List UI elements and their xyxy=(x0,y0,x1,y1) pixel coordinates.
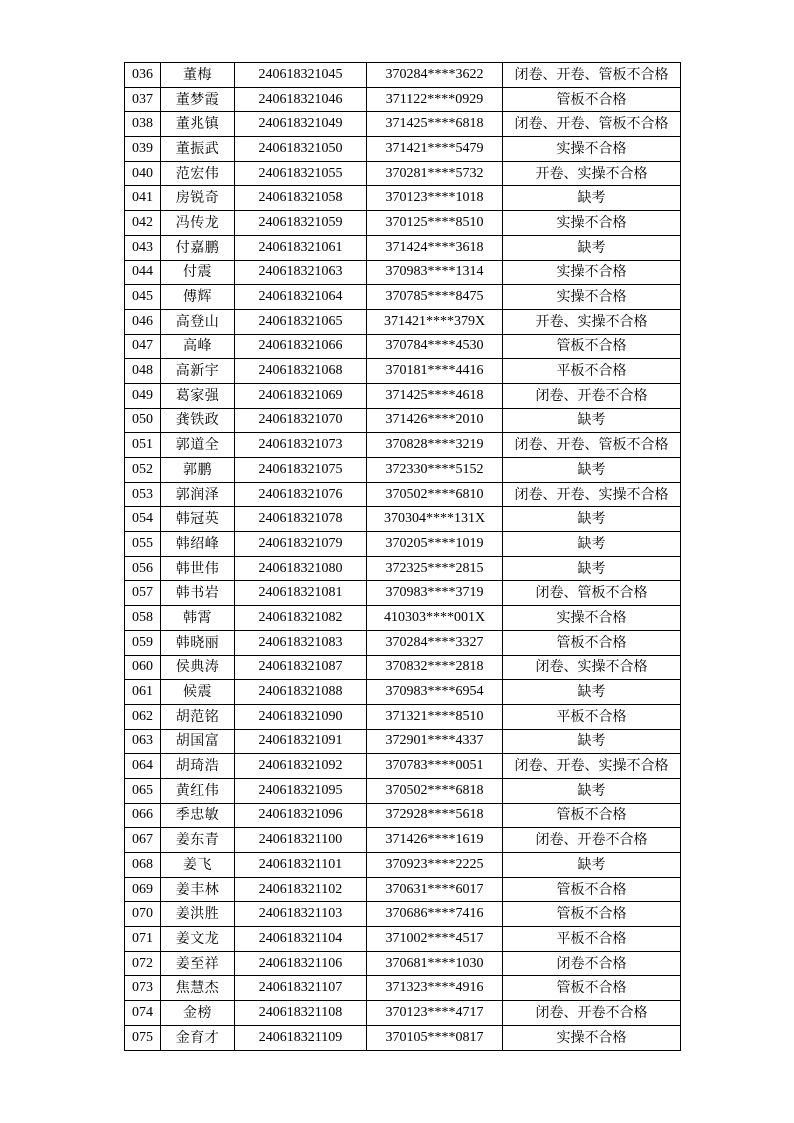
table-row xyxy=(125,235,681,260)
id-number-cell: 372901****4337 xyxy=(367,729,503,754)
result-cell: 缺考 xyxy=(503,778,681,803)
exam-number-cell: 240618321080 xyxy=(235,556,367,581)
result-cell: 缺考 xyxy=(503,186,681,211)
name-cell: 胡国富 xyxy=(161,729,235,754)
table-row xyxy=(125,828,681,853)
sequence-cell: 057 xyxy=(125,581,161,606)
id-number-cell: 370784****4530 xyxy=(367,334,503,359)
table-row xyxy=(125,507,681,532)
table-row xyxy=(125,383,681,408)
table-row xyxy=(125,137,681,162)
id-number-cell: 371323****4916 xyxy=(367,976,503,1001)
exam-number-cell: 240618321073 xyxy=(235,433,367,458)
sequence-cell: 056 xyxy=(125,556,161,581)
result-cell: 平板不合格 xyxy=(503,359,681,384)
result-cell: 缺考 xyxy=(503,408,681,433)
exam-number-cell: 240618321065 xyxy=(235,309,367,334)
sequence-cell: 041 xyxy=(125,186,161,211)
table-row xyxy=(125,408,681,433)
result-cell: 管板不合格 xyxy=(503,334,681,359)
exam-number-cell: 240618321104 xyxy=(235,927,367,952)
name-cell: 范宏伟 xyxy=(161,161,235,186)
id-number-cell: 370181****4416 xyxy=(367,359,503,384)
id-number-cell: 371425****4618 xyxy=(367,383,503,408)
name-cell: 金榜 xyxy=(161,1001,235,1026)
result-cell: 实操不合格 xyxy=(503,606,681,631)
id-number-cell: 370686****7416 xyxy=(367,902,503,927)
result-cell: 缺考 xyxy=(503,235,681,260)
name-cell: 姜东青 xyxy=(161,828,235,853)
id-number-cell: 372325****2815 xyxy=(367,556,503,581)
table-row xyxy=(125,309,681,334)
table-row xyxy=(125,285,681,310)
result-cell: 闭卷、开卷、管板不合格 xyxy=(503,112,681,137)
name-cell: 侯典涛 xyxy=(161,655,235,680)
exam-number-cell: 240618321061 xyxy=(235,235,367,260)
exam-number-cell: 240618321101 xyxy=(235,853,367,878)
sequence-cell: 053 xyxy=(125,482,161,507)
exam-number-cell: 240618321049 xyxy=(235,112,367,137)
sequence-cell: 067 xyxy=(125,828,161,853)
id-number-cell: 371426****2010 xyxy=(367,408,503,433)
result-cell: 开卷、实操不合格 xyxy=(503,309,681,334)
name-cell: 韩霄 xyxy=(161,606,235,631)
id-number-cell: 371424****3618 xyxy=(367,235,503,260)
name-cell: 姜飞 xyxy=(161,853,235,878)
result-cell: 闭卷、开卷、实操不合格 xyxy=(503,754,681,779)
id-number-cell: 370105****0817 xyxy=(367,1025,503,1050)
result-cell: 闭卷、实操不合格 xyxy=(503,655,681,680)
id-number-cell: 371002****4517 xyxy=(367,927,503,952)
id-number-cell: 371421****379X xyxy=(367,309,503,334)
id-number-cell: 372928****5618 xyxy=(367,803,503,828)
exam-number-cell: 240618321107 xyxy=(235,976,367,1001)
id-number-cell: 371425****6818 xyxy=(367,112,503,137)
sequence-cell: 055 xyxy=(125,532,161,557)
result-cell: 缺考 xyxy=(503,507,681,532)
result-cell: 实操不合格 xyxy=(503,285,681,310)
name-cell: 高登山 xyxy=(161,309,235,334)
table-row xyxy=(125,729,681,754)
exam-number-cell: 240618321078 xyxy=(235,507,367,532)
name-cell: 付震 xyxy=(161,260,235,285)
name-cell: 韩绍峰 xyxy=(161,532,235,557)
result-cell: 缺考 xyxy=(503,556,681,581)
name-cell: 韩冠英 xyxy=(161,507,235,532)
exam-number-cell: 240618321045 xyxy=(235,63,367,88)
exam-number-cell: 240618321063 xyxy=(235,260,367,285)
table-row xyxy=(125,87,681,112)
result-cell: 平板不合格 xyxy=(503,704,681,729)
exam-number-cell: 240618321083 xyxy=(235,630,367,655)
table-row xyxy=(125,359,681,384)
exam-number-cell: 240618321081 xyxy=(235,581,367,606)
id-number-cell: 372330****5152 xyxy=(367,458,503,483)
exam-number-cell: 240618321070 xyxy=(235,408,367,433)
result-cell: 缺考 xyxy=(503,853,681,878)
sequence-cell: 058 xyxy=(125,606,161,631)
id-number-cell: 370681****1030 xyxy=(367,951,503,976)
name-cell: 郭鹏 xyxy=(161,458,235,483)
name-cell: 高峰 xyxy=(161,334,235,359)
sequence-cell: 050 xyxy=(125,408,161,433)
result-cell: 闭卷、开卷、管板不合格 xyxy=(503,433,681,458)
table-row xyxy=(125,778,681,803)
table-row xyxy=(125,902,681,927)
table-row xyxy=(125,186,681,211)
sequence-cell: 072 xyxy=(125,951,161,976)
name-cell: 韩世伟 xyxy=(161,556,235,581)
name-cell: 付嘉鹏 xyxy=(161,235,235,260)
name-cell: 黄红伟 xyxy=(161,778,235,803)
id-number-cell: 370502****6810 xyxy=(367,482,503,507)
result-cell: 管板不合格 xyxy=(503,630,681,655)
exam-number-cell: 240618321100 xyxy=(235,828,367,853)
name-cell: 胡琦浩 xyxy=(161,754,235,779)
sequence-cell: 062 xyxy=(125,704,161,729)
result-cell: 闭卷、开卷不合格 xyxy=(503,828,681,853)
id-number-cell: 370284****3622 xyxy=(367,63,503,88)
exam-number-cell: 240618321090 xyxy=(235,704,367,729)
table-row xyxy=(125,482,681,507)
exam-number-cell: 240618321096 xyxy=(235,803,367,828)
table-row xyxy=(125,655,681,680)
table-row xyxy=(125,927,681,952)
result-cell: 管板不合格 xyxy=(503,902,681,927)
id-number-cell: 371321****8510 xyxy=(367,704,503,729)
sequence-cell: 059 xyxy=(125,630,161,655)
name-cell: 董梅 xyxy=(161,63,235,88)
table-row xyxy=(125,433,681,458)
result-cell: 闭卷、开卷不合格 xyxy=(503,383,681,408)
table-row xyxy=(125,680,681,705)
exam-number-cell: 240618321059 xyxy=(235,211,367,236)
sequence-cell: 045 xyxy=(125,285,161,310)
sequence-cell: 039 xyxy=(125,137,161,162)
table-row xyxy=(125,853,681,878)
name-cell: 傅辉 xyxy=(161,285,235,310)
exam-number-cell: 240618321050 xyxy=(235,137,367,162)
result-cell: 缺考 xyxy=(503,680,681,705)
result-cell: 平板不合格 xyxy=(503,927,681,952)
sequence-cell: 043 xyxy=(125,235,161,260)
id-number-cell: 410303****001X xyxy=(367,606,503,631)
result-cell: 缺考 xyxy=(503,458,681,483)
id-number-cell: 370502****6818 xyxy=(367,778,503,803)
result-cell: 实操不合格 xyxy=(503,211,681,236)
result-cell: 开卷、实操不合格 xyxy=(503,161,681,186)
name-cell: 季忠敏 xyxy=(161,803,235,828)
id-number-cell: 370828****3219 xyxy=(367,433,503,458)
table-row xyxy=(125,1001,681,1026)
sequence-cell: 040 xyxy=(125,161,161,186)
sequence-cell: 049 xyxy=(125,383,161,408)
sequence-cell: 036 xyxy=(125,63,161,88)
results-table-body xyxy=(125,63,681,1051)
sequence-cell: 044 xyxy=(125,260,161,285)
exam-number-cell: 240618321103 xyxy=(235,902,367,927)
result-cell: 管板不合格 xyxy=(503,976,681,1001)
sequence-cell: 069 xyxy=(125,877,161,902)
id-number-cell: 370304****131X xyxy=(367,507,503,532)
name-cell: 龚铁政 xyxy=(161,408,235,433)
sequence-cell: 070 xyxy=(125,902,161,927)
result-cell: 缺考 xyxy=(503,532,681,557)
id-number-cell: 370281****5732 xyxy=(367,161,503,186)
exam-number-cell: 240618321088 xyxy=(235,680,367,705)
name-cell: 姜至祥 xyxy=(161,951,235,976)
name-cell: 姜丰林 xyxy=(161,877,235,902)
exam-number-cell: 240618321075 xyxy=(235,458,367,483)
exam-number-cell: 240618321079 xyxy=(235,532,367,557)
sequence-cell: 051 xyxy=(125,433,161,458)
exam-number-cell: 240618321106 xyxy=(235,951,367,976)
exam-number-cell: 240618321092 xyxy=(235,754,367,779)
id-number-cell: 370983****1314 xyxy=(367,260,503,285)
sequence-cell: 066 xyxy=(125,803,161,828)
name-cell: 焦慧杰 xyxy=(161,976,235,1001)
name-cell: 姜文龙 xyxy=(161,927,235,952)
exam-number-cell: 240618321064 xyxy=(235,285,367,310)
table-row xyxy=(125,211,681,236)
name-cell: 董兆镇 xyxy=(161,112,235,137)
table-row xyxy=(125,458,681,483)
sequence-cell: 073 xyxy=(125,976,161,1001)
name-cell: 韩晓丽 xyxy=(161,630,235,655)
result-cell: 闭卷、开卷不合格 xyxy=(503,1001,681,1026)
results-table xyxy=(124,62,681,1051)
name-cell: 胡范铭 xyxy=(161,704,235,729)
name-cell: 郭润泽 xyxy=(161,482,235,507)
sequence-cell: 075 xyxy=(125,1025,161,1050)
table-row xyxy=(125,630,681,655)
table-row xyxy=(125,877,681,902)
name-cell: 韩书岩 xyxy=(161,581,235,606)
sequence-cell: 071 xyxy=(125,927,161,952)
exam-number-cell: 240618321058 xyxy=(235,186,367,211)
sequence-cell: 074 xyxy=(125,1001,161,1026)
table-row xyxy=(125,334,681,359)
result-cell: 管板不合格 xyxy=(503,803,681,828)
result-cell: 实操不合格 xyxy=(503,137,681,162)
id-number-cell: 370205****1019 xyxy=(367,532,503,557)
exam-number-cell: 240618321108 xyxy=(235,1001,367,1026)
exam-number-cell: 240618321068 xyxy=(235,359,367,384)
sequence-cell: 068 xyxy=(125,853,161,878)
name-cell: 董梦霞 xyxy=(161,87,235,112)
exam-number-cell: 240618321066 xyxy=(235,334,367,359)
sequence-cell: 046 xyxy=(125,309,161,334)
table-row xyxy=(125,532,681,557)
name-cell: 董振武 xyxy=(161,137,235,162)
sequence-cell: 042 xyxy=(125,211,161,236)
id-number-cell: 370832****2818 xyxy=(367,655,503,680)
exam-number-cell: 240618321109 xyxy=(235,1025,367,1050)
table-row xyxy=(125,704,681,729)
sequence-cell: 052 xyxy=(125,458,161,483)
sequence-cell: 037 xyxy=(125,87,161,112)
result-cell: 缺考 xyxy=(503,729,681,754)
sequence-cell: 063 xyxy=(125,729,161,754)
exam-number-cell: 240618321082 xyxy=(235,606,367,631)
table-row xyxy=(125,161,681,186)
exam-number-cell: 240618321069 xyxy=(235,383,367,408)
sequence-cell: 065 xyxy=(125,778,161,803)
name-cell: 房锐奇 xyxy=(161,186,235,211)
id-number-cell: 370123****4717 xyxy=(367,1001,503,1026)
id-number-cell: 371426****1619 xyxy=(367,828,503,853)
exam-number-cell: 240618321102 xyxy=(235,877,367,902)
id-number-cell: 371122****0929 xyxy=(367,87,503,112)
result-cell: 实操不合格 xyxy=(503,260,681,285)
sequence-cell: 054 xyxy=(125,507,161,532)
sequence-cell: 060 xyxy=(125,655,161,680)
exam-number-cell: 240618321095 xyxy=(235,778,367,803)
name-cell: 葛家强 xyxy=(161,383,235,408)
id-number-cell: 370783****0051 xyxy=(367,754,503,779)
table-row xyxy=(125,754,681,779)
id-number-cell: 370123****1018 xyxy=(367,186,503,211)
name-cell: 金育才 xyxy=(161,1025,235,1050)
table-row xyxy=(125,1025,681,1050)
result-cell: 实操不合格 xyxy=(503,1025,681,1050)
id-number-cell: 370631****6017 xyxy=(367,877,503,902)
sequence-cell: 064 xyxy=(125,754,161,779)
result-cell: 闭卷、开卷、管板不合格 xyxy=(503,63,681,88)
result-cell: 管板不合格 xyxy=(503,87,681,112)
id-number-cell: 370923****2225 xyxy=(367,853,503,878)
exam-number-cell: 240618321055 xyxy=(235,161,367,186)
exam-number-cell: 240618321091 xyxy=(235,729,367,754)
table-row xyxy=(125,581,681,606)
id-number-cell: 370983****6954 xyxy=(367,680,503,705)
exam-number-cell: 240618321087 xyxy=(235,655,367,680)
result-cell: 管板不合格 xyxy=(503,877,681,902)
name-cell: 冯传龙 xyxy=(161,211,235,236)
result-cell: 闭卷、管板不合格 xyxy=(503,581,681,606)
name-cell: 高新宇 xyxy=(161,359,235,384)
name-cell: 候震 xyxy=(161,680,235,705)
table-row xyxy=(125,260,681,285)
table-row xyxy=(125,63,681,88)
table-row xyxy=(125,951,681,976)
result-cell: 闭卷不合格 xyxy=(503,951,681,976)
id-number-cell: 370125****8510 xyxy=(367,211,503,236)
name-cell: 姜洪胜 xyxy=(161,902,235,927)
id-number-cell: 370284****3327 xyxy=(367,630,503,655)
table-row xyxy=(125,803,681,828)
sequence-cell: 048 xyxy=(125,359,161,384)
id-number-cell: 370785****8475 xyxy=(367,285,503,310)
sequence-cell: 047 xyxy=(125,334,161,359)
id-number-cell: 371421****5479 xyxy=(367,137,503,162)
table-row xyxy=(125,976,681,1001)
name-cell: 郭道全 xyxy=(161,433,235,458)
exam-number-cell: 240618321076 xyxy=(235,482,367,507)
sequence-cell: 038 xyxy=(125,112,161,137)
table-row xyxy=(125,556,681,581)
table-row xyxy=(125,606,681,631)
sequence-cell: 061 xyxy=(125,680,161,705)
exam-number-cell: 240618321046 xyxy=(235,87,367,112)
table-row xyxy=(125,112,681,137)
id-number-cell: 370983****3719 xyxy=(367,581,503,606)
result-cell: 闭卷、开卷、实操不合格 xyxy=(503,482,681,507)
